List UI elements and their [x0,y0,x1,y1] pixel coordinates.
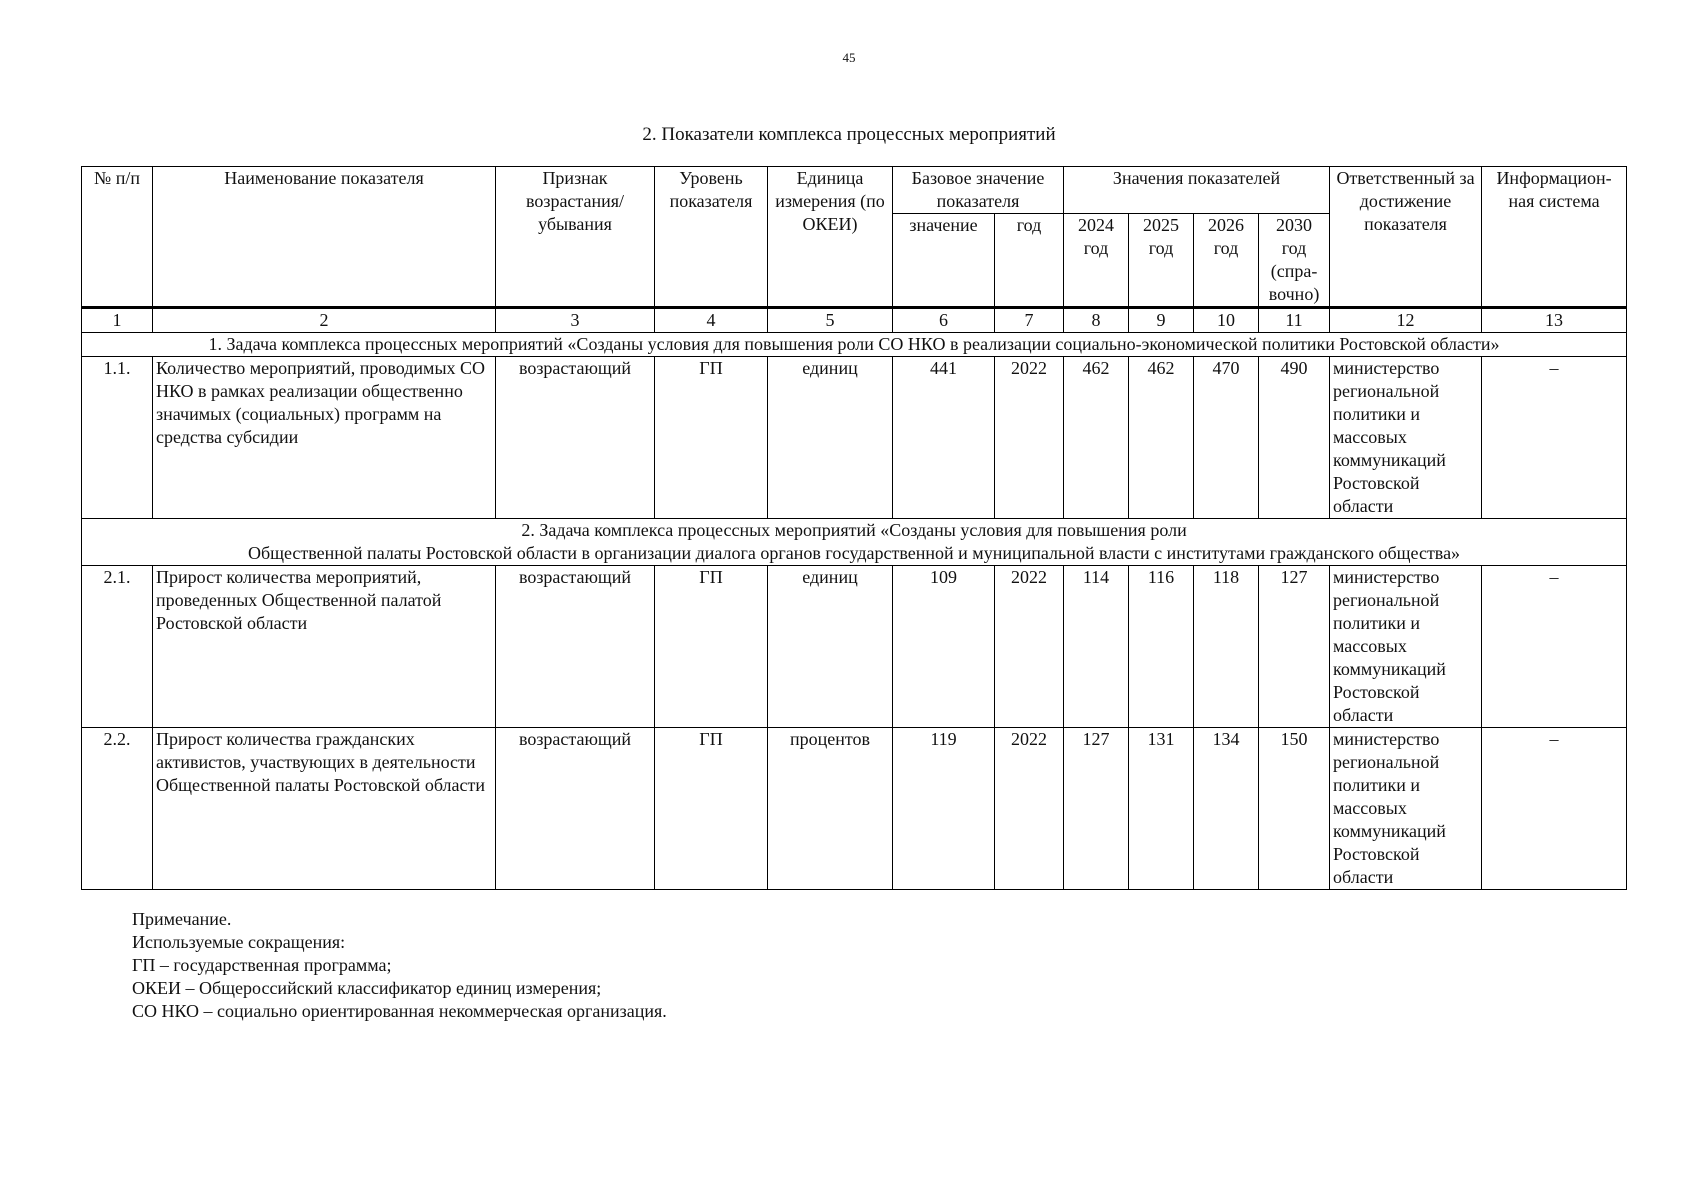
row-unit: единиц [768,357,893,519]
header-infosys: Информацион-ная система [1482,167,1627,308]
row-sign: возрастающий [496,566,655,728]
header-base-year: год [995,214,1064,308]
row-value-2026: 118 [1194,566,1259,728]
table-row [82,728,1627,890]
task-title-line-2: Общественной палаты Ростовской области в организации диалога органов государственной и муниципальной власти с институтами гражданского общества» [247,543,1461,563]
column-numbers-row [82,308,1627,333]
row-value-2024: 114 [1064,566,1129,728]
column-number: 4 [655,308,768,333]
column-number: 10 [1194,308,1259,333]
row-base-year: 2022 [995,728,1064,890]
header-2024: 2024 год [1064,214,1129,308]
row-level: ГП [655,728,768,890]
table-row [82,566,1627,728]
table-row [82,357,1627,519]
row-num: 2.1. [82,566,153,728]
note-heading: Примечание. [132,909,232,929]
task-row-2 [82,519,1627,566]
header-num: № п/п [82,167,153,308]
row-value-2025: 116 [1129,566,1194,728]
row-unit: процентов [768,728,893,890]
row-value-2025: 462 [1129,357,1194,519]
indicators-table [81,166,1627,890]
row-responsible: министерство региональной политики и массовых коммуникаций Ростовской области [1330,728,1482,890]
column-number: 9 [1129,308,1194,333]
row-value-2025: 131 [1129,728,1194,890]
column-number: 12 [1330,308,1482,333]
task-title [82,519,1627,566]
row-sign: возрастающий [496,728,655,890]
row-value-2030: 127 [1259,566,1330,728]
row-responsible: министерство региональной политики и массовых коммуникаций Ростовской области [1330,566,1482,728]
row-unit: единиц [768,566,893,728]
header-row-1 [82,167,1627,214]
row-base-value: 441 [893,357,995,519]
row-sign: возрастающий [496,357,655,519]
row-value-2030: 150 [1259,728,1330,890]
row-level: ГП [655,566,768,728]
note-line: ОКЕИ – Общероссийский классификатор единиц измерения; [132,978,602,998]
column-number: 6 [893,308,995,333]
header-values: Значения показателей [1064,167,1330,214]
header-sign: Признак возрастания/ убывания [496,167,655,308]
section-title: 2. Показатели комплекса процессных мероприятий [642,124,1056,145]
task-row-1 [82,333,1627,357]
row-value-2030: 490 [1259,357,1330,519]
row-value-2024: 127 [1064,728,1129,890]
header-name: Наименование показателя [153,167,496,308]
header-2026: 2026 год [1194,214,1259,308]
header-level: Уровень показателя [655,167,768,308]
column-number: 5 [768,308,893,333]
column-number: 3 [496,308,655,333]
row-level: ГП [655,357,768,519]
task-title-line-1: 2. Задача комплекса процессных мероприятий «Созданы условия для повышения роли [521,520,1187,540]
page-number: 45 [842,50,856,65]
column-number: 13 [1482,308,1627,333]
column-number: 2 [153,308,496,333]
header-2025: 2025 год [1129,214,1194,308]
row-base-value: 109 [893,566,995,728]
task-title: 1. Задача комплекса процессных мероприятий «Созданы условия для повышения роли СО НКО в реализации социально-экономической политики Ростовской области» [82,333,1627,357]
row-infosys: – [1482,357,1627,519]
row-value-2026: 134 [1194,728,1259,890]
notes [132,908,667,1023]
row-base-year: 2022 [995,566,1064,728]
row-base-value: 119 [893,728,995,890]
column-number: 7 [995,308,1064,333]
header-base: Базовое значение показателя [893,167,1064,214]
header-base-value: значение [893,214,995,308]
note-line: ГП – государственная программа; [132,955,392,975]
note-line: Используемые сокращения: [132,932,346,952]
column-number: 1 [82,308,153,333]
column-number: 8 [1064,308,1129,333]
row-base-year: 2022 [995,357,1064,519]
row-name: Прирост количества мероприятий, проведенных Общественной палатой Ростовской области [153,566,496,728]
row-infosys: – [1482,728,1627,890]
row-responsible: министерство региональной политики и массовых коммуникаций Ростовской области [1330,357,1482,519]
column-number: 11 [1259,308,1330,333]
row-num: 2.2. [82,728,153,890]
row-infosys: – [1482,566,1627,728]
header-2030: 2030 год (спра-вочно) [1259,214,1330,308]
note-line: СО НКО – социально ориентированная некоммерческая организация. [132,1001,667,1021]
row-name: Прирост количества гражданских активистов, участвующих в деятельности Общественной палаты Ростовской области [153,728,496,890]
header-unit: Единица измерения (по ОКЕИ) [768,167,893,308]
row-name: Количество мероприятий, проводимых СО НКО в рамках реализации общественно значимых (социальных) программ на средства субсидии [153,357,496,519]
row-value-2024: 462 [1064,357,1129,519]
header-responsible: Ответственный за достижение показателя [1330,167,1482,308]
row-value-2026: 470 [1194,357,1259,519]
row-num: 1.1. [82,357,153,519]
